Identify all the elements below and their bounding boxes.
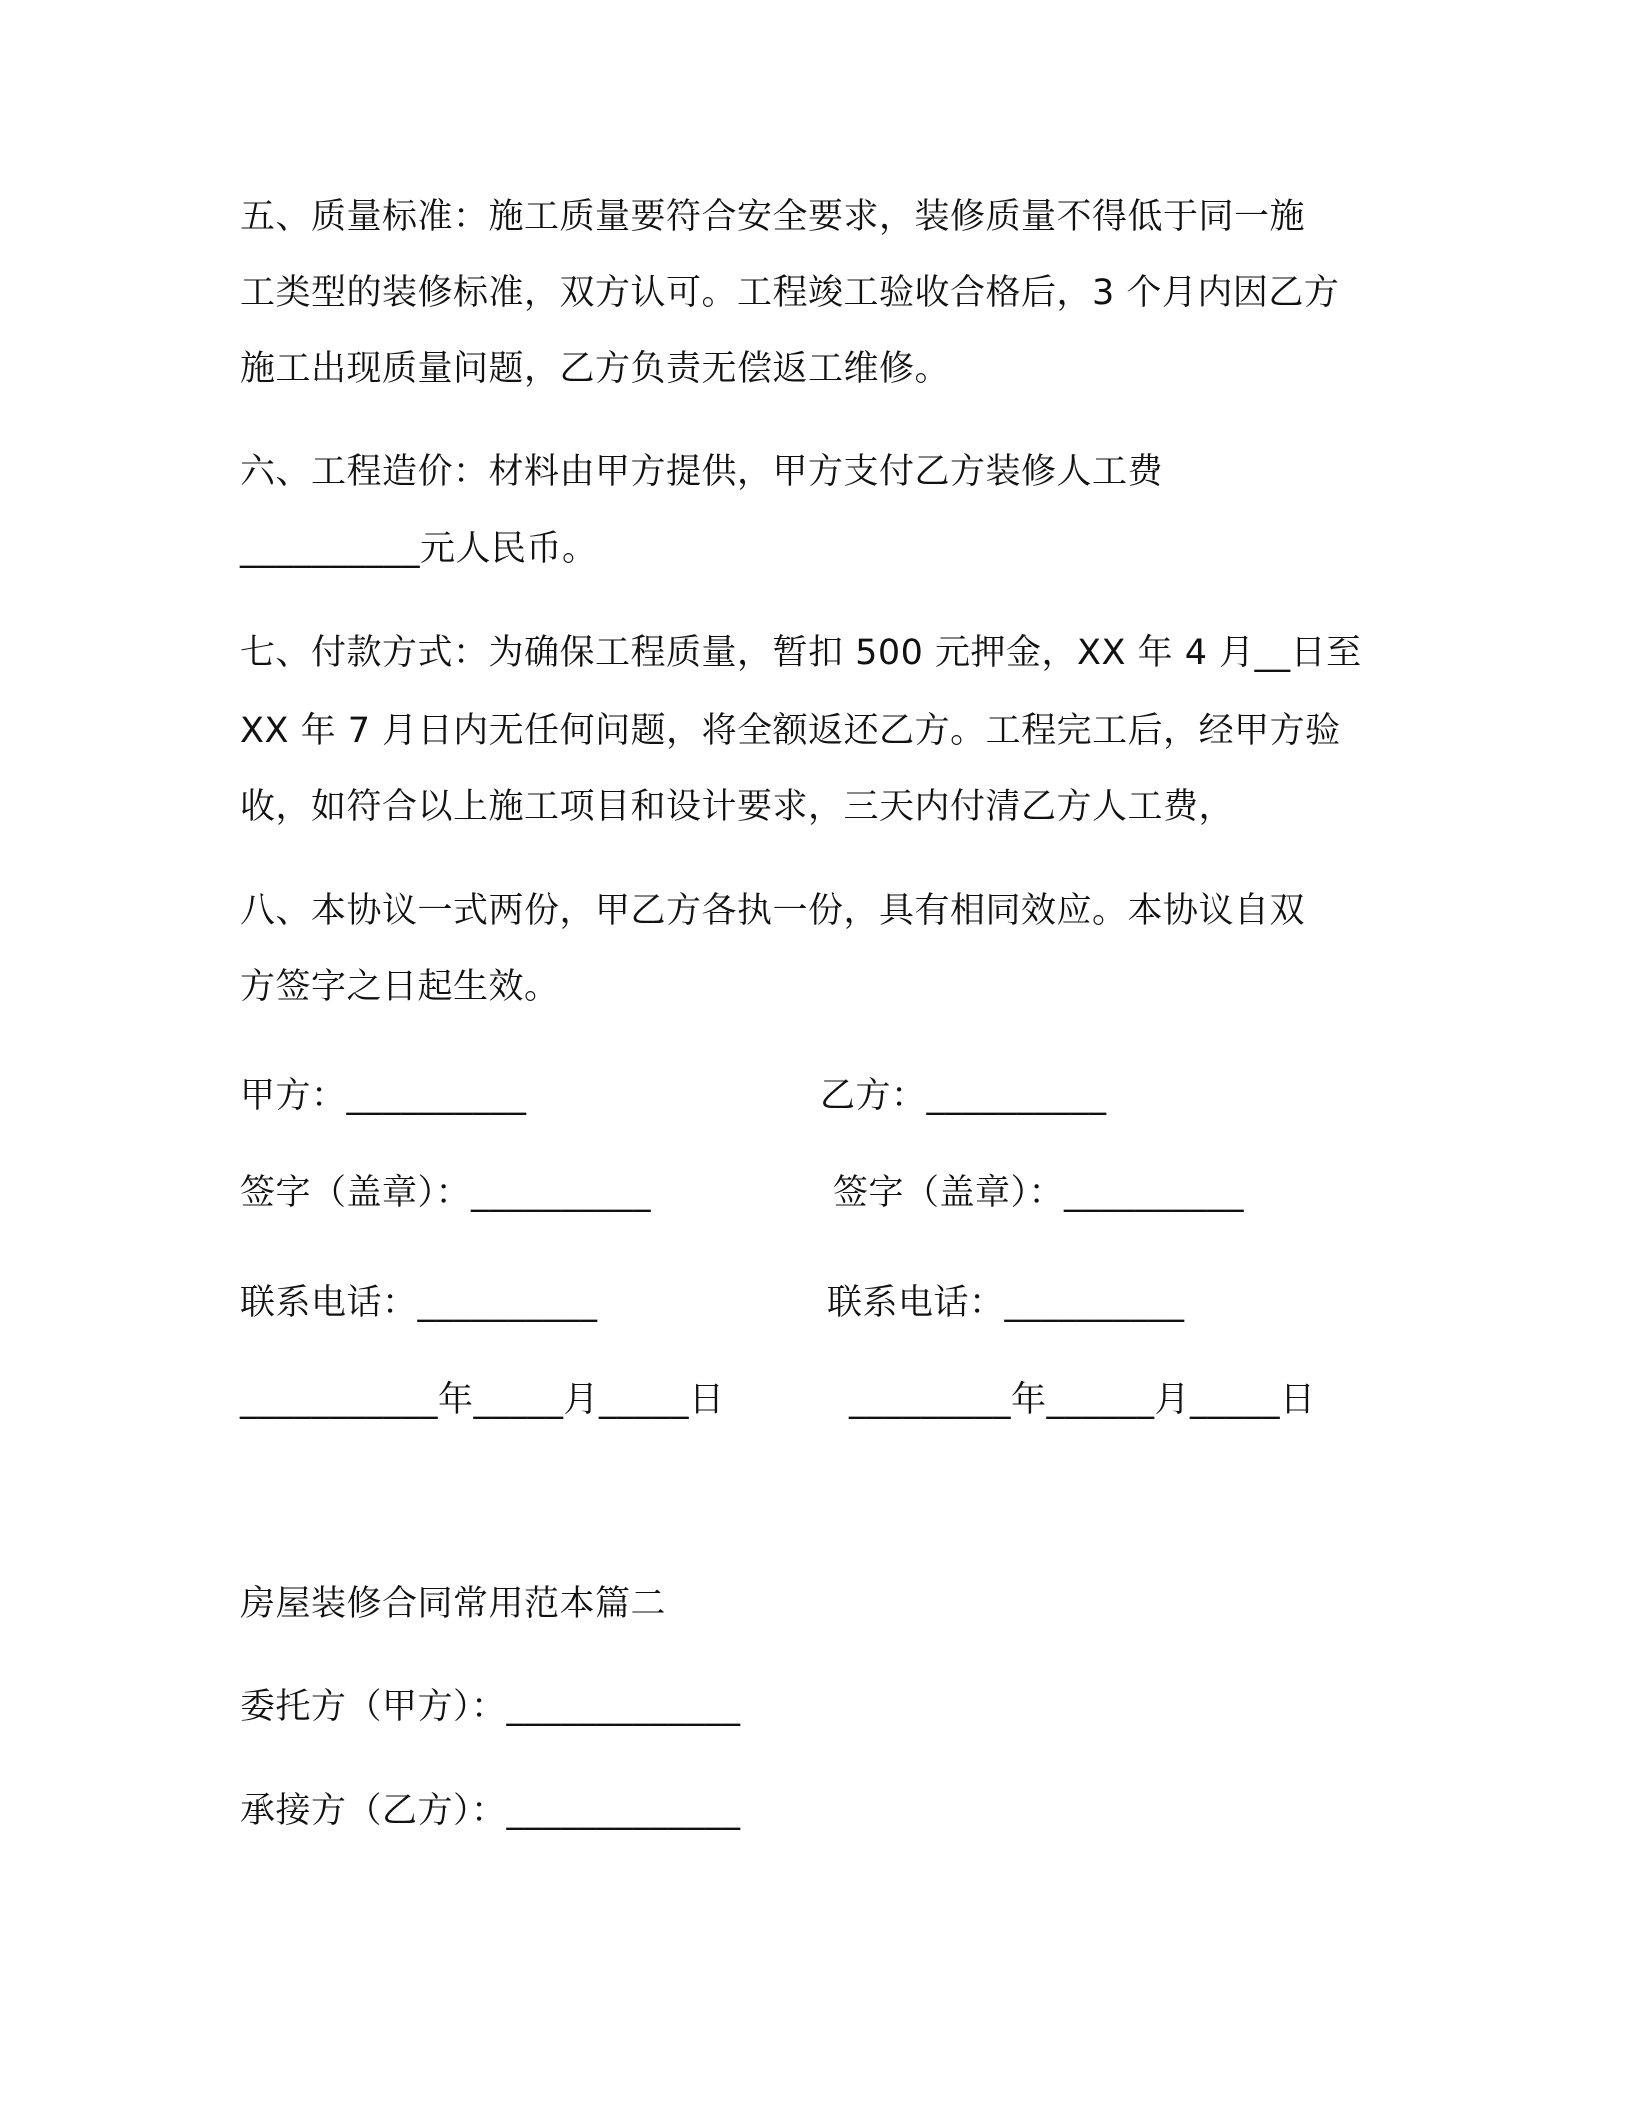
payment-line-3: 收，如符合以上施工项目和设计要求，三天内付清乙方人工费，: [240, 787, 1235, 827]
party-b-phone: 联系电话：__________: [827, 1283, 1185, 1323]
copies-line-1: 八、本协议一式两份，甲乙方各执一份，具有相同效应。本协议自双: [240, 891, 1306, 931]
price-line-2: __________元人民币。: [240, 529, 598, 569]
party-a-signature: 签字（盖章）：__________: [240, 1173, 652, 1213]
party-a-date: ___________年_____月_____日: [240, 1380, 725, 1420]
party-b-field: 乙方：__________: [820, 1076, 1107, 1116]
payment-line-1: 七、付款方式：为确保工程质量，暂扣 500 元押金，XX 年 4 月__日至: [240, 633, 1362, 673]
party-a-phone: 联系电话：__________: [240, 1283, 598, 1323]
quality-line-2: 工类型的装修标准，双方认可。工程竣工验收合格后，3 个月内因乙方: [240, 273, 1340, 313]
quality-line-1: 五、质量标准：施工质量要符合安全要求，装修质量不得低于同一施: [240, 197, 1306, 237]
second-contract-title: 房屋装修合同常用范本篇二: [240, 1584, 667, 1624]
client-field: 委托方（甲方）：_____________: [240, 1687, 741, 1727]
copies-line-2: 方签字之日起生效。: [240, 967, 560, 1007]
contractor-field: 承接方（乙方）：_____________: [240, 1791, 741, 1831]
quality-line-3: 施工出现质量问题，乙方负责无偿返工维修。: [240, 349, 951, 389]
payment-line-2: XX 年 7 月日内无任何问题，将全额返还乙方。工程完工后，经甲方验: [240, 711, 1341, 751]
price-line-1: 六、工程造价：材料由甲方提供，甲方支付乙方装修人工费: [240, 452, 1164, 492]
party-a-field: 甲方：__________: [240, 1076, 527, 1116]
party-b-signature: 签字（盖章）：__________: [833, 1173, 1245, 1213]
party-b-date: _________年______月_____日: [849, 1380, 1316, 1420]
